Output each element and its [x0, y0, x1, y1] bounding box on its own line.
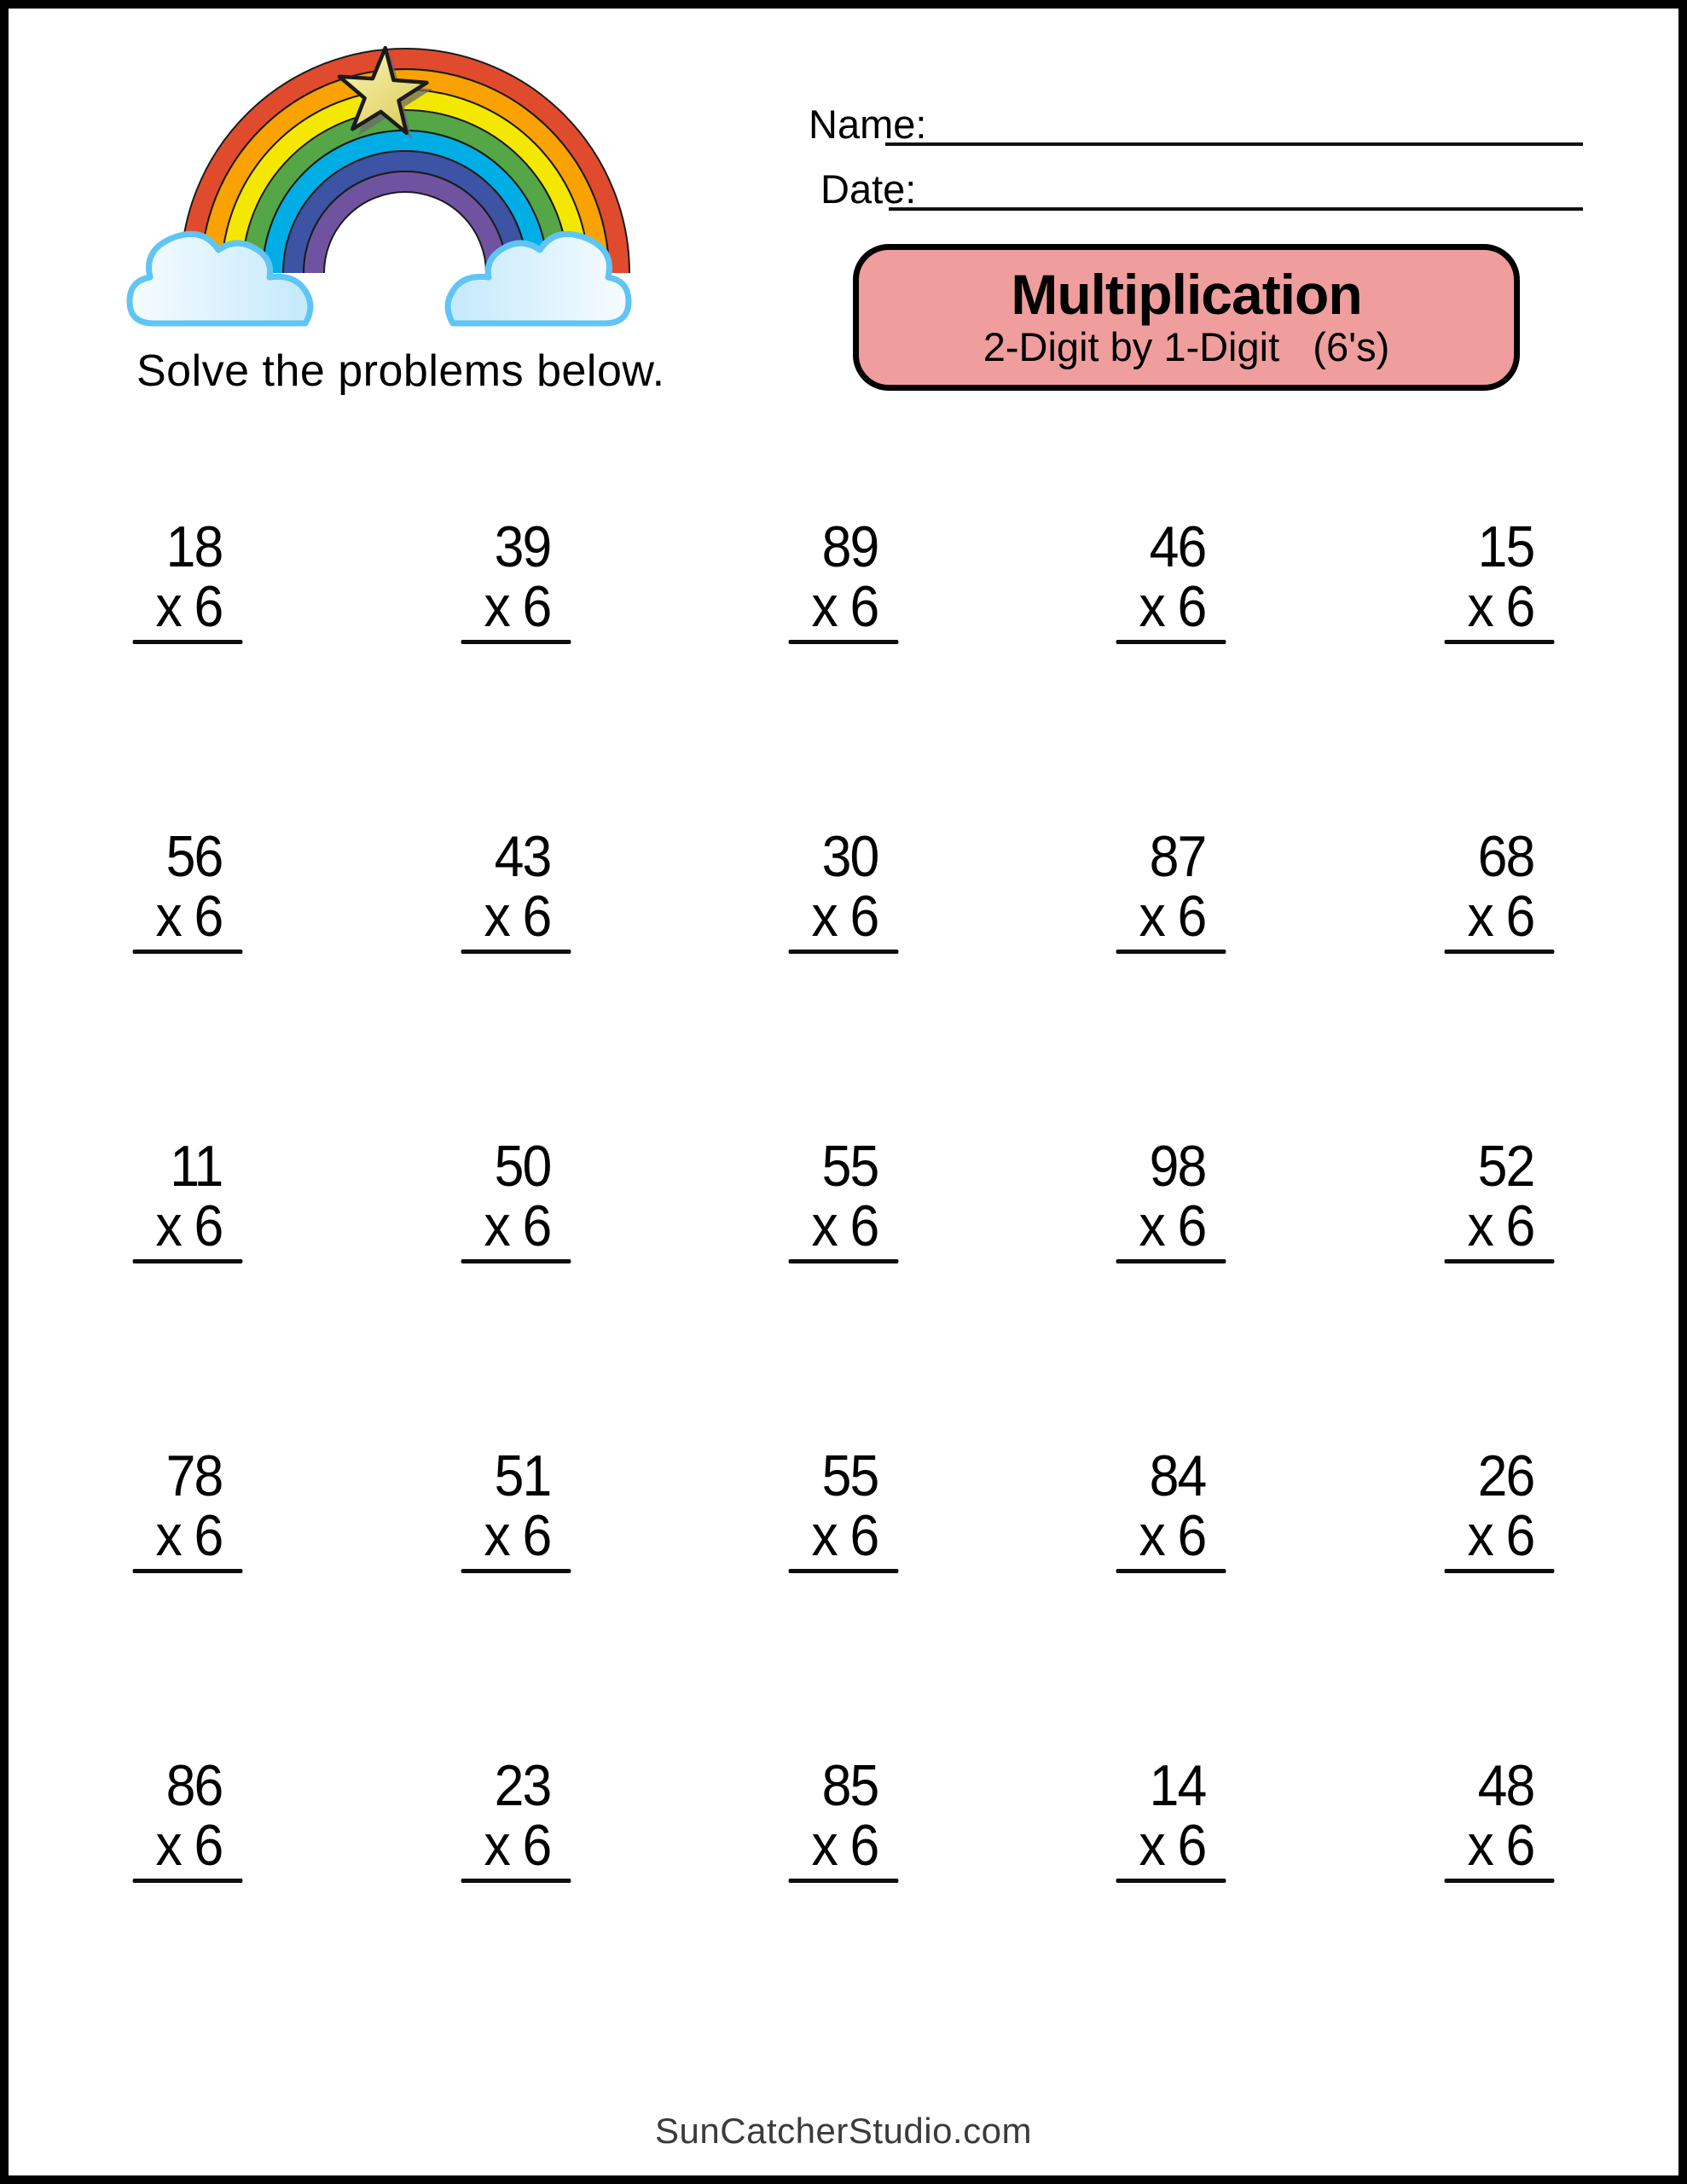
multiplicand: 30 — [821, 824, 878, 889]
multiplicand: 14 — [1149, 1753, 1206, 1818]
multiplier: x 6 — [484, 574, 551, 639]
answer-line — [1444, 1879, 1554, 1883]
multiplicand: 56 — [165, 824, 223, 889]
rainbow-illustration-svg — [119, 38, 641, 337]
problem-cell — [128, 824, 247, 954]
multiplication-problem — [1116, 824, 1226, 954]
answer-line — [1444, 1259, 1554, 1263]
problem-cell — [784, 514, 903, 644]
multiplicand: 84 — [1149, 1443, 1206, 1508]
date-label: Date: — [820, 166, 917, 212]
multiplication-problem — [1444, 514, 1554, 644]
problem-cell — [1111, 824, 1231, 954]
multiplicand: 39 — [494, 514, 551, 579]
problem-cell — [1440, 1753, 1559, 1883]
multiplier: x 6 — [811, 1194, 878, 1258]
answer-line — [133, 640, 243, 644]
answer-line — [1116, 640, 1226, 644]
multiplier: x 6 — [484, 1194, 551, 1258]
multiplicand: 87 — [1149, 824, 1206, 889]
answer-line — [789, 640, 899, 644]
problem-cell — [456, 514, 576, 644]
multiplication-problem — [461, 1136, 571, 1263]
multiplication-problem — [1444, 1753, 1554, 1883]
problem-cell — [456, 824, 576, 954]
answer-line — [461, 640, 571, 644]
multiplier: x 6 — [155, 1503, 223, 1568]
answer-line — [1116, 1569, 1226, 1573]
answer-line — [1444, 1569, 1554, 1573]
answer-line — [789, 1879, 899, 1883]
answer-line — [789, 1569, 899, 1573]
problem-cell — [784, 1136, 903, 1263]
multiplier: x 6 — [811, 1503, 878, 1568]
multiplication-problem — [1116, 1443, 1226, 1573]
multiplier: x 6 — [1467, 1813, 1534, 1878]
multiplication-problem — [461, 1443, 571, 1573]
answer-line — [133, 950, 243, 954]
multiplicand: 98 — [1149, 1134, 1206, 1199]
multiplier: x 6 — [155, 1194, 223, 1258]
answer-line — [133, 1879, 243, 1883]
multiplier: x 6 — [484, 1503, 551, 1568]
multiplicand: 55 — [821, 1443, 878, 1508]
multiplication-problem — [1116, 1136, 1226, 1263]
problem-cell — [784, 1443, 903, 1573]
multiplication-problem — [1444, 824, 1554, 954]
multiplicand: 15 — [1477, 514, 1534, 579]
problem-cell — [1111, 1753, 1231, 1883]
problem-cell — [1440, 824, 1559, 954]
multiplication-problem — [789, 1443, 899, 1573]
banner-title: Multiplication — [1011, 262, 1362, 326]
multiplication-problem — [789, 824, 899, 954]
answer-line — [461, 950, 571, 954]
date-fill-in-line — [889, 207, 1583, 211]
multiplier: x 6 — [1139, 574, 1206, 639]
multiplicand: 46 — [1149, 514, 1206, 579]
multiplier: x 6 — [811, 1813, 878, 1878]
cloud-right-icon — [448, 234, 629, 323]
multiplicand: 78 — [165, 1443, 223, 1508]
multiplication-problem — [461, 824, 571, 954]
answer-line — [461, 1569, 571, 1573]
multiplicand: 55 — [821, 1134, 878, 1199]
multiplication-problem — [133, 1753, 243, 1883]
multiplication-problem — [133, 824, 243, 954]
answer-line — [133, 1569, 243, 1573]
problem-cell — [784, 1753, 903, 1883]
problem-cell — [128, 1136, 247, 1263]
multiplication-problem — [1444, 1443, 1554, 1573]
instruction-text: Solve the problems below. — [136, 346, 665, 396]
multiplication-problem — [1444, 1136, 1554, 1263]
problem-cell — [128, 514, 247, 644]
name-fill-in-line — [885, 142, 1583, 146]
multiplicand: 50 — [494, 1134, 551, 1199]
answer-line — [789, 950, 899, 954]
multiplication-problem — [133, 514, 243, 644]
multiplier: x 6 — [155, 574, 223, 639]
banner-subtitle: 2-Digit by 1-Digit (6's) — [983, 323, 1390, 369]
multiplicand: 86 — [165, 1753, 223, 1818]
multiplicand: 48 — [1477, 1753, 1534, 1818]
multiplier: x 6 — [811, 574, 878, 639]
multiplicand: 26 — [1477, 1443, 1534, 1508]
multiplication-problem — [789, 1753, 899, 1883]
problem-cell — [1440, 1443, 1559, 1573]
multiplication-problem — [461, 1753, 571, 1883]
answer-line — [461, 1259, 571, 1263]
multiplier: x 6 — [1139, 1503, 1206, 1568]
problem-cell — [784, 824, 903, 954]
footer-credit: SunCatcherStudio.com — [655, 2111, 1032, 2151]
multiplicand: 68 — [1477, 824, 1534, 889]
multiplier: x 6 — [1139, 884, 1206, 949]
multiplicand: 52 — [1477, 1134, 1534, 1199]
problem-cell — [128, 1753, 247, 1883]
multiplication-problem — [789, 1136, 899, 1263]
multiplier: x 6 — [484, 1813, 551, 1878]
multiplier: x 6 — [1467, 574, 1534, 639]
answer-line — [133, 1259, 243, 1263]
problem-cell — [456, 1753, 576, 1883]
multiplication-problem — [1116, 514, 1226, 644]
answer-line — [1116, 950, 1226, 954]
multiplier: x 6 — [155, 884, 223, 949]
answer-line — [461, 1879, 571, 1883]
multiplier: x 6 — [1139, 1813, 1206, 1878]
multiplier: x 6 — [155, 1813, 223, 1878]
multiplier: x 6 — [1467, 1503, 1534, 1568]
problem-cell — [1111, 1443, 1231, 1573]
multiplicand: 18 — [165, 514, 223, 579]
multiplication-problem — [133, 1443, 243, 1573]
problem-cell — [1440, 1136, 1559, 1263]
answer-line — [1116, 1259, 1226, 1263]
multiplicand: 51 — [494, 1443, 551, 1508]
name-label: Name: — [809, 102, 927, 147]
multiplication-problem — [461, 514, 571, 644]
multiplier: x 6 — [1467, 1194, 1534, 1258]
problems-grid — [24, 514, 1663, 2065]
multiplicand: 85 — [821, 1753, 878, 1818]
answer-line — [1116, 1879, 1226, 1883]
multiplication-problem — [1116, 1753, 1226, 1883]
answer-line — [789, 1259, 899, 1263]
multiplier: x 6 — [1467, 884, 1534, 949]
problem-cell — [1440, 514, 1559, 644]
problem-cell — [1111, 514, 1231, 644]
multiplicand: 23 — [494, 1753, 551, 1818]
problem-cell — [456, 1443, 576, 1573]
rainbow-graphic — [119, 38, 641, 337]
multiplicand: 43 — [494, 824, 551, 889]
multiplication-problem — [789, 514, 899, 644]
answer-line — [1444, 950, 1554, 954]
multiplier: x 6 — [811, 884, 878, 949]
answer-line — [1444, 640, 1554, 644]
multiplicand: 11 — [170, 1134, 223, 1199]
problem-cell — [1111, 1136, 1231, 1263]
multiplier: x 6 — [484, 884, 551, 949]
multiplicand: 89 — [821, 514, 878, 579]
multiplier: x 6 — [1139, 1194, 1206, 1258]
problem-cell — [128, 1443, 247, 1573]
banner — [853, 244, 1520, 391]
problem-cell — [456, 1136, 576, 1263]
multiplication-problem — [133, 1136, 243, 1263]
